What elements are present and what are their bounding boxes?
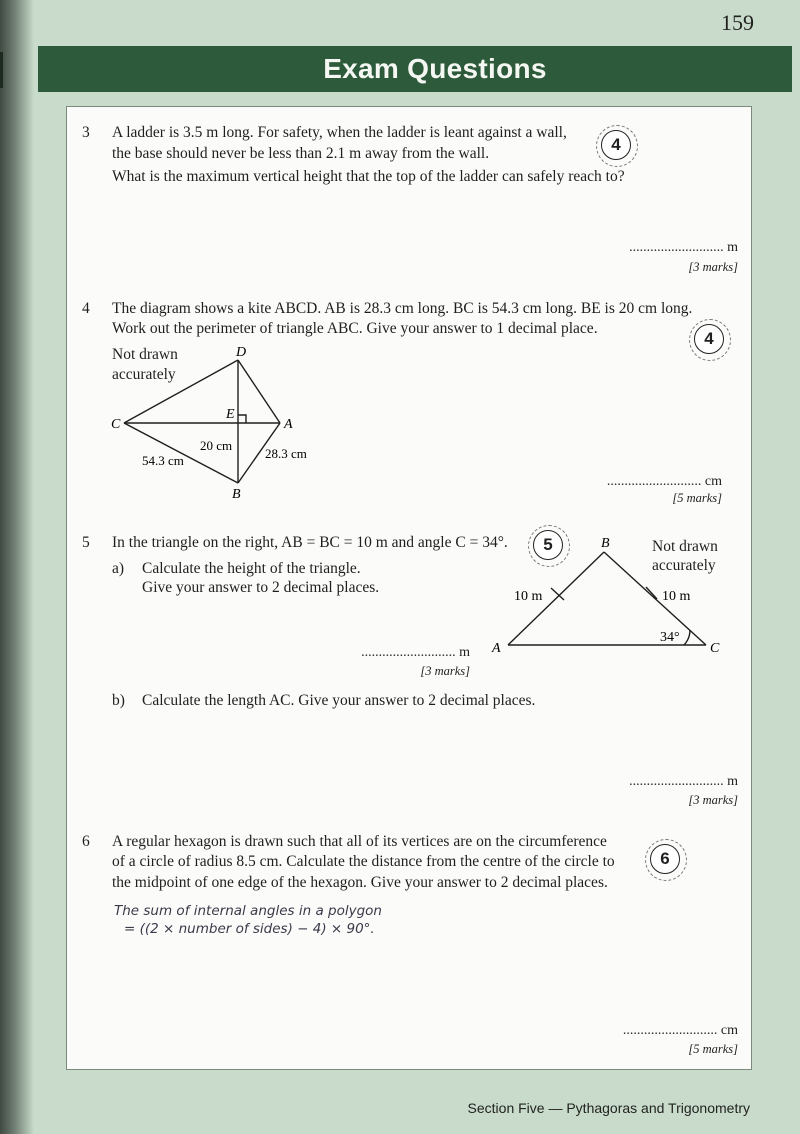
page-title: Exam Questions	[323, 53, 547, 84]
q6-marks: [5 marks]	[688, 1042, 738, 1056]
q3-marks: [3 marks]	[688, 260, 738, 274]
section-footer: Section Five — Pythagoras and Trigonometry	[467, 1100, 750, 1116]
q4-number: 4	[82, 300, 90, 317]
kite-label-be: 20 cm	[200, 438, 233, 453]
q6-line1: A regular hexagon is drawn such that all of its vertices are on the circumference	[112, 833, 607, 850]
q5a-line2: Give your answer to 2 decimal places.	[142, 579, 380, 596]
q6-hint-line2: = ((2 × number of sides) − 4) × 90°.	[124, 921, 375, 937]
q5-number: 5	[82, 534, 90, 551]
kite-label-b: B	[232, 487, 241, 502]
q5-diagram-note-1: Not drawn	[652, 538, 718, 555]
grade-ring-icon	[645, 839, 687, 881]
page-number: 159	[721, 10, 754, 35]
q3-line3: What is the maximum vertical height that the top of the ladder can safely reach to?	[112, 168, 625, 185]
q5b-answer-line[interactable]: ........................... m	[629, 774, 738, 789]
kite-label-a: A	[284, 417, 293, 432]
kite-label-e: E	[226, 407, 235, 422]
q4-diagram-note-1: Not drawn	[112, 346, 178, 363]
q4-line2: Work out the perimeter of triangle ABC. Give your answer to 1 decimal place.	[112, 320, 598, 337]
triangle-label-c: C	[710, 641, 720, 656]
q6-hint-line1: The sum of internal angles in a polygon	[114, 903, 382, 919]
grade-badge-q6	[650, 844, 680, 874]
grade-value: 6	[660, 849, 670, 868]
q5b-line1: Calculate the length AC. Give your answer to 2 decimal places.	[142, 692, 536, 709]
q5b-label: b)	[112, 692, 125, 709]
q5b-marks: [3 marks]	[688, 793, 738, 807]
kite-label-c: C	[111, 417, 121, 432]
q5a-marks: [3 marks]	[420, 664, 470, 678]
q6-hint	[114, 902, 382, 938]
triangle-label-bc: 10 m	[662, 589, 691, 604]
q5-diagram-note-2: accurately	[652, 557, 716, 574]
triangle-label-a: A	[492, 641, 501, 656]
q4-marks: [5 marks]	[672, 491, 722, 505]
q3-answer-line[interactable]: ........................... m	[629, 240, 738, 255]
triangle-label-ab: 10 m	[514, 589, 543, 604]
q6-line3: the midpoint of one edge of the hexagon. Give your answer to 2 decimal places.	[112, 874, 608, 891]
triangle-label-b: B	[601, 536, 610, 551]
kite-label-ab: 28.3 cm	[265, 446, 307, 461]
triangle-label-angle: 34°	[660, 630, 680, 645]
q3-line1: A ladder is 3.5 m long. For safety, when the ladder is leant against a wall,	[112, 124, 567, 141]
q4-answer-line[interactable]: ........................... cm	[606, 474, 722, 489]
q5a-line1: Calculate the height of the triangle.	[142, 560, 361, 577]
q4-line1: The diagram shows a kite ABCD. AB is 28.3 cm long. BC is 54.3 cm long. BE is 20 cm long.	[112, 300, 693, 317]
grade-badge-q5	[533, 530, 563, 560]
q4-diagram-note-2: accurately	[112, 366, 176, 383]
grade-value: 4	[704, 329, 714, 348]
q5a-label: a)	[112, 560, 125, 577]
q3-number: 3	[82, 124, 90, 141]
q5a-answer-line[interactable]: ........................... m	[361, 645, 470, 660]
kite-label-d: D	[236, 345, 247, 360]
grade-ring-icon	[528, 525, 570, 567]
q6-line2: of a circle of radius 8.5 cm. Calculate the distance from the centre of the circle to	[112, 853, 615, 870]
kite-label-bc: 54.3 cm	[142, 453, 184, 468]
grade-value: 4	[611, 135, 621, 154]
grade-value: 5	[543, 535, 553, 554]
q5-intro: In the triangle on the right, AB = BC = 10 m and angle C = 34°.	[112, 534, 508, 551]
q3-line2: the base should never be less than 2.1 m away from the wall.	[112, 145, 490, 162]
q6-number: 6	[82, 833, 90, 850]
q6-answer-line[interactable]: ........................... cm	[622, 1023, 738, 1038]
